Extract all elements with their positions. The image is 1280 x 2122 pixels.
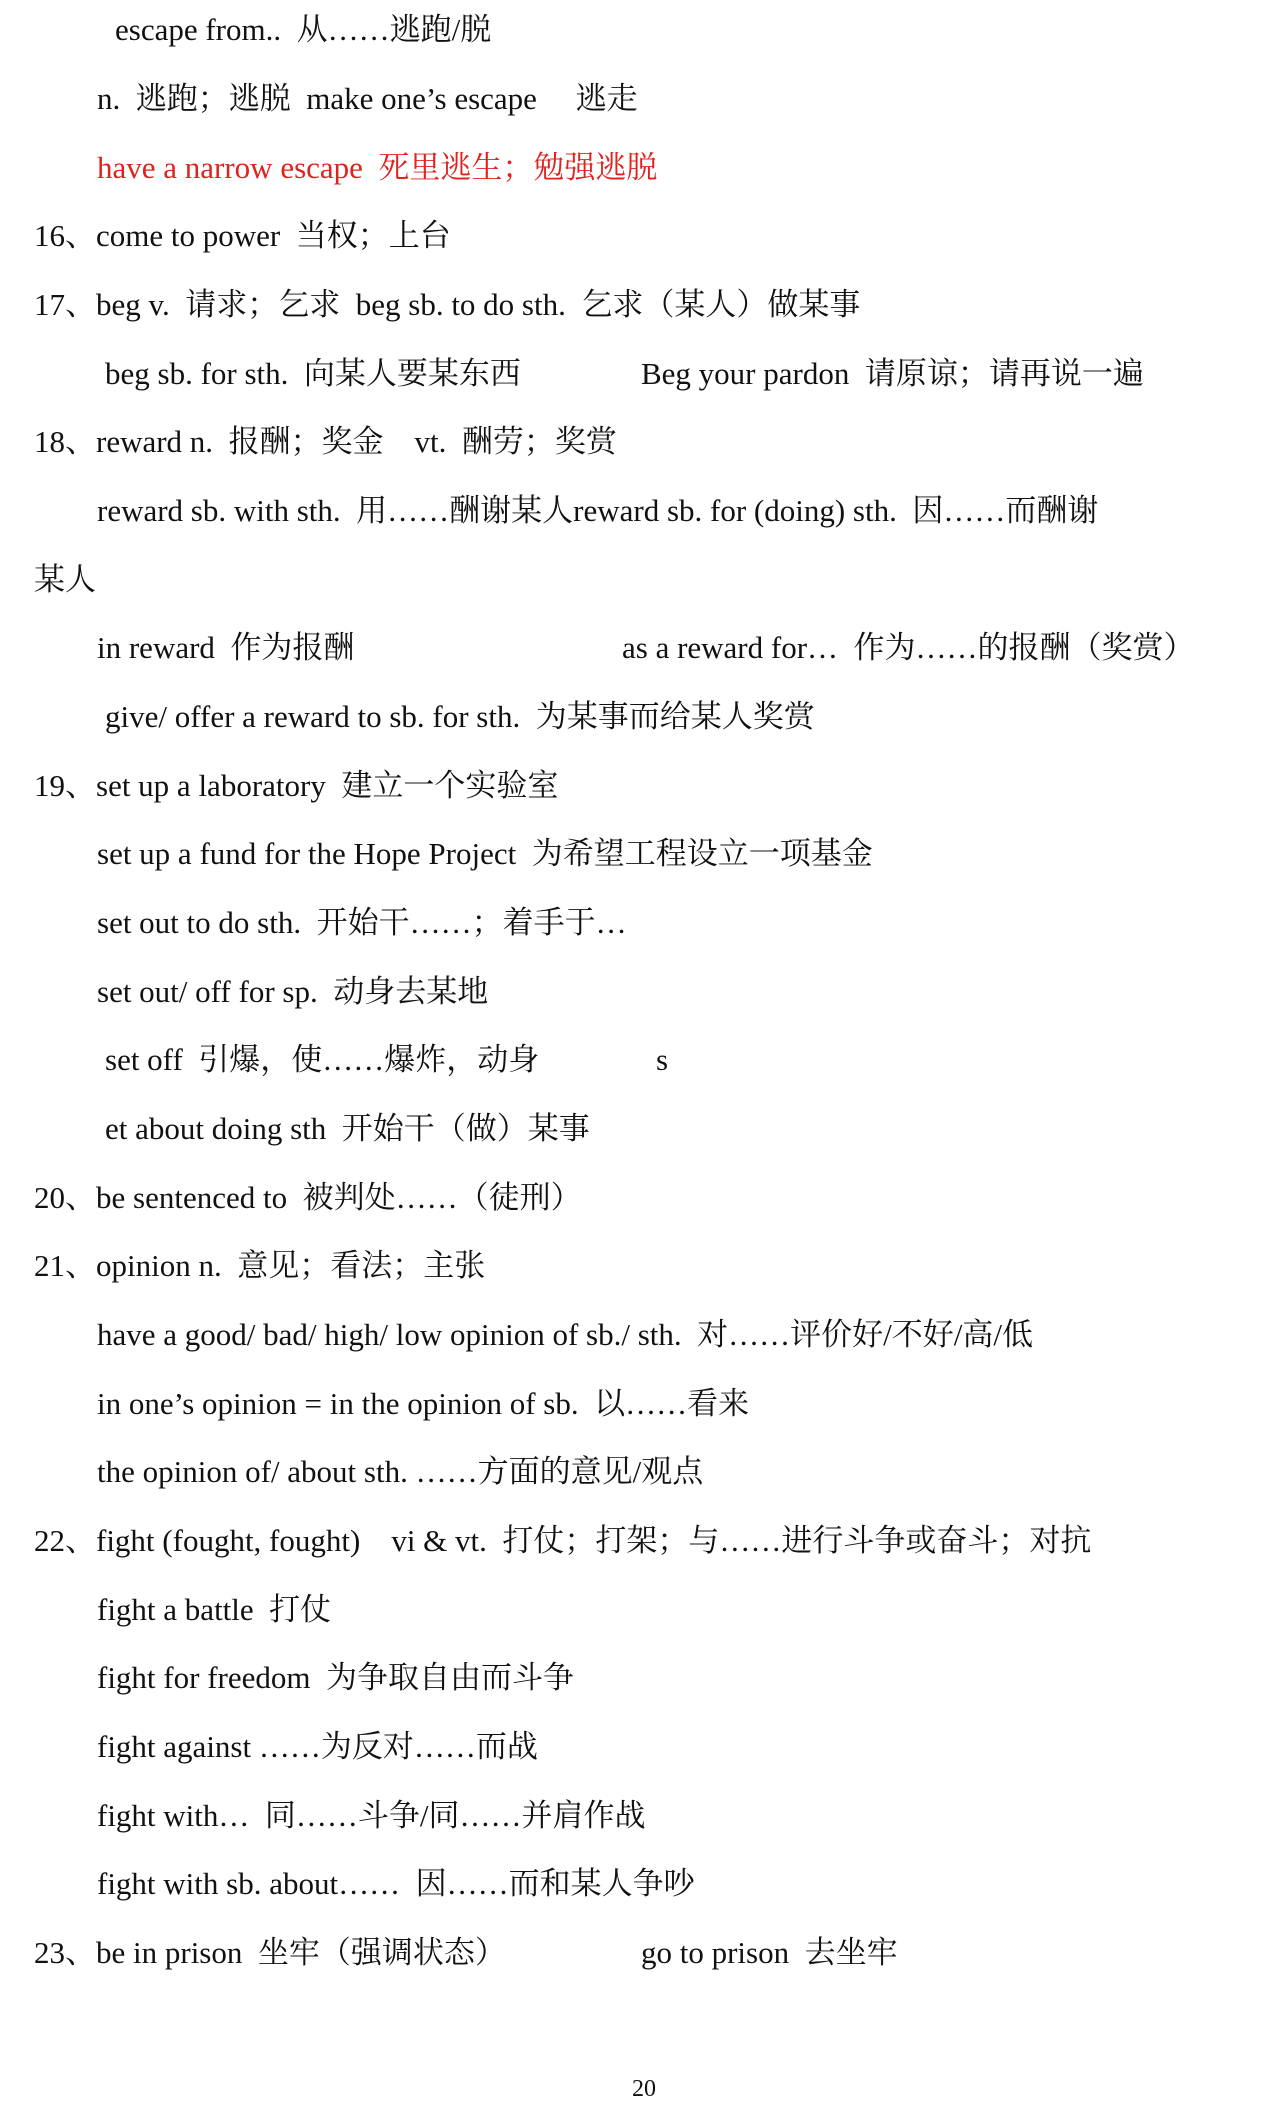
text-part: in reward 作为报酬 (97, 630, 355, 665)
text-line: n. 逃跑；逃脱 make one’s escape 逃走 (97, 81, 638, 116)
entry-heading-18: 18、reward n. 报酬；奖金 vt. 酬劳；奖赏 (34, 424, 617, 459)
text-line (105, 1040, 669, 1080)
text-line: escape from.. 从……逃跑/脱 (115, 12, 492, 47)
page-number: 20 (632, 2076, 656, 2102)
text-line: have a good/ bad/ high/ low opinion of sb./ sth. 对……评价好/不好/高/低 (97, 1317, 1033, 1352)
text-line: give/ offer a reward to sb. for sth. 为某事而给某人奖赏 (105, 699, 815, 734)
text-line (105, 354, 1144, 394)
text-part-2: s (656, 1042, 669, 1077)
text-line: reward sb. with sth. 用……酬谢某人reward sb. for (doing) sth. 因……而酬谢 (97, 493, 1099, 528)
text-line: the opinion of/ about sth. ……方面的意见/观点 (97, 1454, 704, 1489)
entry-heading-17: 17、beg v. 请求；乞求 beg sb. to do sth. 乞求（某人）做某事 (34, 287, 861, 322)
entry-heading-20: 20、be sentenced to 被判处……（徒刑） (34, 1180, 582, 1215)
text-line: set up a fund for the Hope Project 为希望工程设立一项基金 (97, 836, 873, 871)
text-part: set off 引爆，使……爆炸，动身 (105, 1042, 540, 1077)
highlighted-text-line: have a narrow escape 死里逃生；勉强逃脱 (97, 150, 658, 185)
text-line: fight a battle 打仗 (97, 1592, 332, 1627)
text-part-2: Beg your pardon 请原谅；请再说一遍 (641, 356, 1144, 391)
text-line: set out to do sth. 开始干……；着手于… (97, 905, 627, 940)
text-part-2: go to prison 去坐牢 (641, 1935, 898, 1970)
entry-heading-16: 16、come to power 当权；上台 (34, 218, 451, 253)
text-line: fight with… 同……斗争/同……并肩作战 (97, 1798, 646, 1833)
text-part: beg sb. for sth. 向某人要某东西 (105, 356, 521, 391)
text-line: in one’s opinion = in the opinion of sb. 以……看来 (97, 1386, 750, 1421)
text-line: fight with sb. about…… 因……而和某人争吵 (97, 1866, 695, 1901)
text-part: 23、be in prison 坐牢（强调状态） (34, 1935, 506, 1970)
text-line: fight for freedom 为争取自由而斗争 (97, 1660, 574, 1695)
entry-heading-19: 19、set up a laboratory 建立一个实验室 (34, 768, 559, 803)
text-line: et about doing sth 开始干（做）某事 (105, 1111, 590, 1146)
entry-heading-23 (34, 1933, 898, 1973)
entry-heading-22: 22、fight (fought, fought) vi & vt. 打仗；打架；与……进行斗争或奋斗；对抗 (34, 1523, 1092, 1558)
text-part-2: as a reward for… 作为……的报酬（奖赏） (622, 630, 1195, 665)
text-line: set out/ off for sp. 动身去某地 (97, 974, 489, 1009)
entry-heading-21: 21、opinion n. 意见；看法；主张 (34, 1248, 486, 1283)
text-line: 某人 (34, 562, 96, 597)
text-line (97, 628, 1195, 668)
text-line: fight against ……为反对……而战 (97, 1729, 538, 1764)
